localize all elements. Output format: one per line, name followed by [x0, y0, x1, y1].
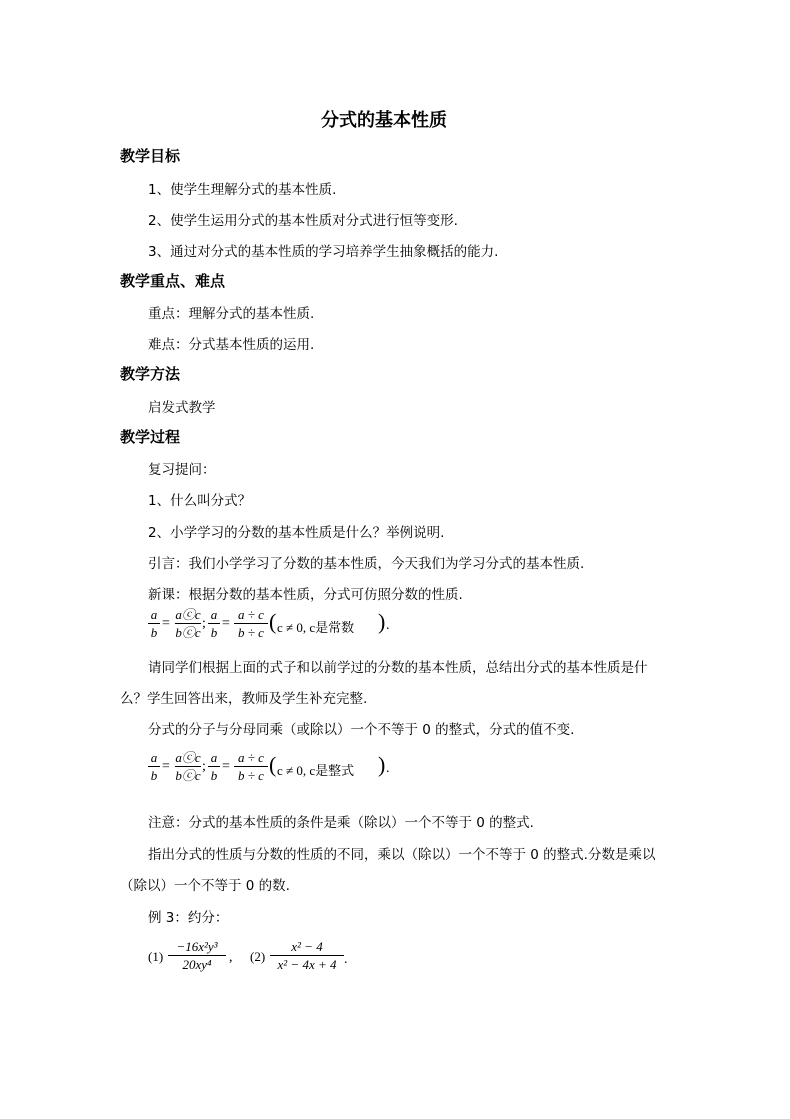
fraction: a b [148, 751, 160, 782]
section-heading-method: 教学方法 [120, 365, 181, 383]
fraction: a b [208, 751, 220, 782]
page-title: 分式的基本性质 [321, 110, 447, 131]
goal-item: 3、通过对分式的基本性质的学习培养学生抽象概括的能力. [148, 244, 499, 260]
section-heading-key-points: 教学重点、难点 [120, 272, 226, 290]
fraction: a ÷ c b ÷ c [234, 751, 268, 782]
paragraph-line: （除以）一个不等于 0 的数. [120, 878, 290, 894]
difficult-point: 难点：分式基本性质的运用. [148, 337, 315, 353]
note-text: 注意：分式的基本性质的条件是乘（除以）一个不等于 0 的整式. [148, 815, 534, 831]
review-label: 复习提问： [148, 462, 216, 478]
formula-condition: c ≠ 0, c是常数 [277, 620, 355, 635]
fraction: x² − 4 x² − 4x + 4 [270, 940, 344, 971]
fraction: aⓒc bⓒc [175, 750, 201, 783]
key-point: 重点：理解分式的基本性质. [148, 306, 315, 322]
fraction: a ÷ c b ÷ c [234, 608, 268, 639]
fraction: a b [208, 608, 220, 639]
question-1: 1、什么叫分式？ [148, 493, 252, 509]
question-2: 2、小学学习的分数的基本性质是什么？举例说明. [148, 525, 445, 541]
formula-condition: c ≠ 0, c是整式 [277, 763, 355, 778]
fraction: a b [148, 608, 160, 639]
example-label: 例 3：约分： [148, 910, 229, 926]
method-text: 启发式教学 [148, 400, 216, 416]
intro-text: 引言：我们小学学习了分数的基本性质，今天我们为学习分式的基本性质. [148, 556, 585, 572]
goal-item: 2、使学生运用分式的基本性质对分式进行恒等变形. [148, 213, 458, 229]
section-heading-goals: 教学目标 [120, 147, 181, 165]
new-lesson-text: 新课：根据分数的基本性质，分式可仿照分数的性质. [148, 587, 463, 603]
fraction: −16x²y³ 20xy⁴ [168, 940, 226, 971]
rule-text: 分式的分子与分母同乘（或除以）一个不等于 0 的整式，分式的值不变. [148, 722, 575, 738]
paragraph-line: 么？学生回答出来，教师及学生补充完整. [120, 691, 368, 707]
paragraph-line: 请同学们根据上面的式子和以前学过的分数的基本性质，总结出分式的基本性质是什 [148, 660, 648, 676]
section-heading-process: 教学过程 [120, 428, 181, 446]
paragraph-line: 指出分式的性质与分数的性质的不同，乘以（除以）一个不等于 0 的整式.分数是乘以 [148, 847, 656, 863]
goal-item: 1、使学生理解分式的基本性质. [148, 182, 337, 198]
fraction: aⓒc bⓒc [175, 607, 201, 640]
